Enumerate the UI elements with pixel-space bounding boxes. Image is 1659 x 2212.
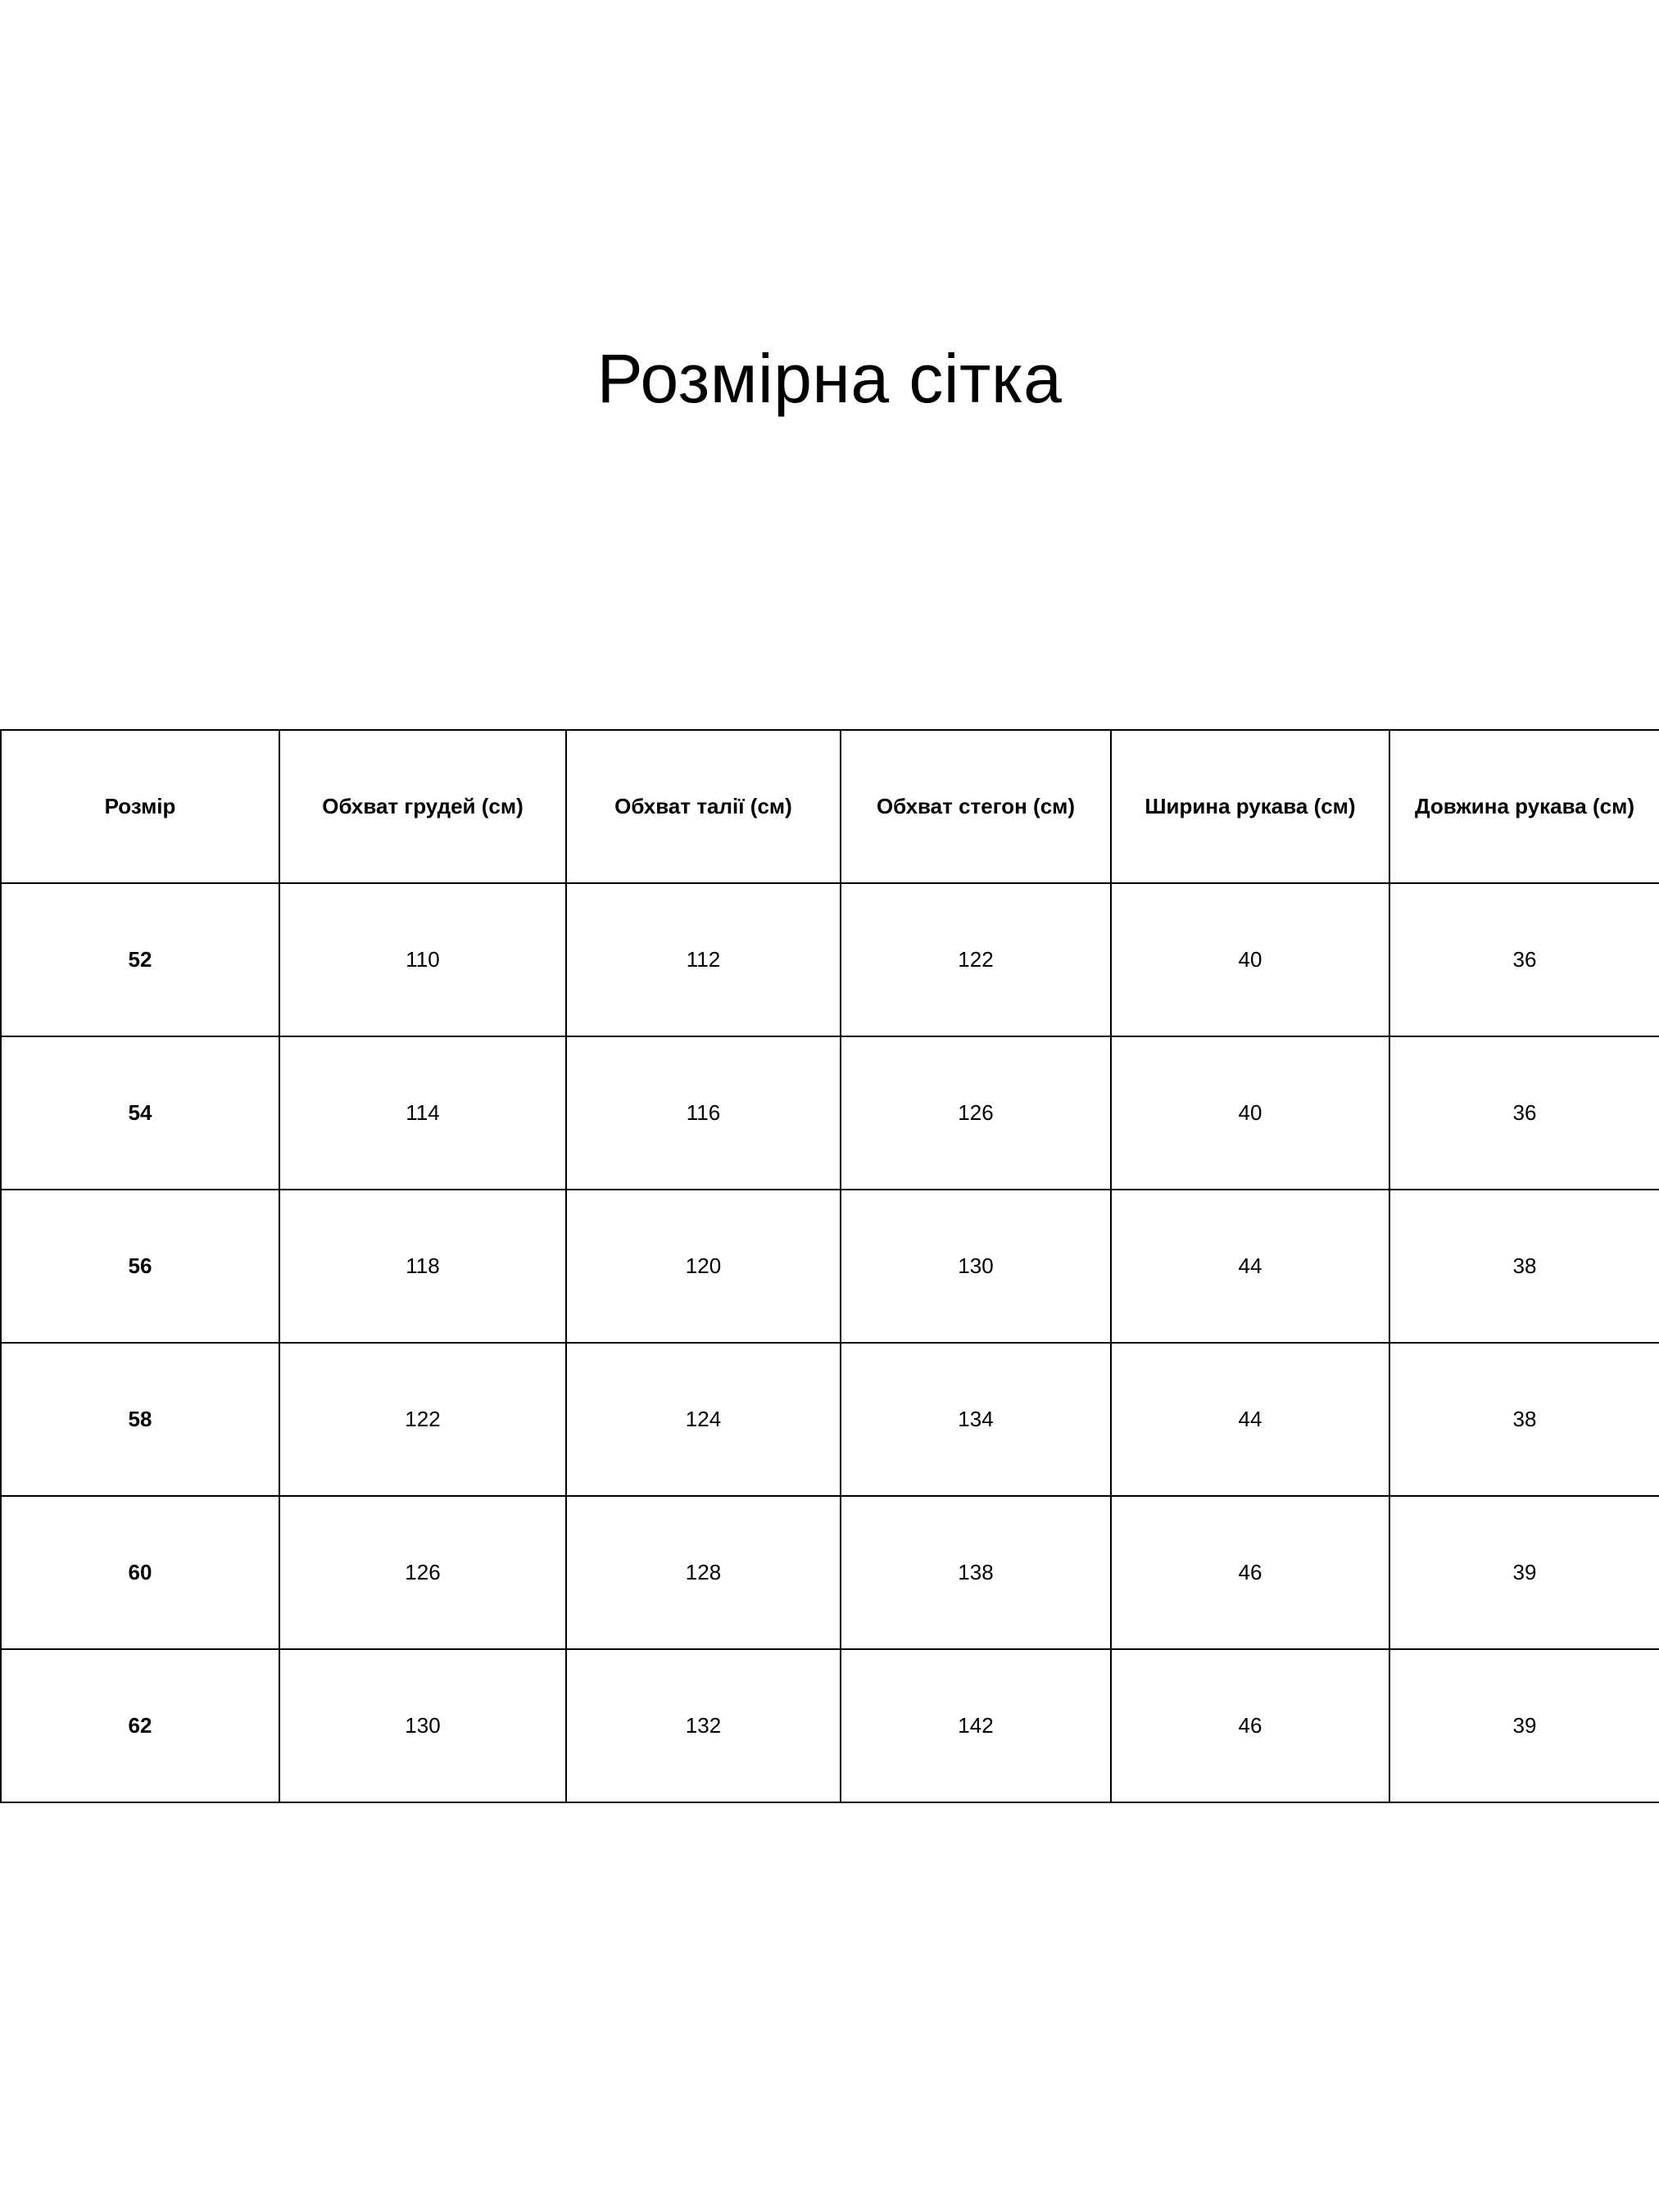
table-body [1,883,1659,1802]
cell-hips: 130 [841,1190,1111,1343]
cell-hips: 134 [841,1343,1111,1496]
cell-sleeve-length: 39 [1389,1496,1659,1649]
table-header [1,730,1659,883]
column-header-hips: Обхват стегон (см) [841,730,1111,883]
table-row [1,1496,1659,1649]
column-header-sleeve-width: Ширина рукава (см) [1111,730,1389,883]
cell-hips: 126 [841,1036,1111,1190]
column-header-sleeve-length: Довжина рукава (см) [1389,730,1659,883]
table-row [1,1190,1659,1343]
page-title: Розмірна сітка [596,340,1063,418]
cell-chest: 118 [279,1190,566,1343]
table-row [1,1343,1659,1496]
column-header-chest: Обхват грудей (см) [279,730,566,883]
table-row [1,1036,1659,1190]
cell-waist: 128 [566,1496,841,1649]
cell-hips: 142 [841,1649,1111,1802]
cell-sleeve-width: 44 [1111,1190,1389,1343]
cell-hips: 122 [841,883,1111,1036]
cell-chest: 130 [279,1649,566,1802]
size-table-container [0,729,1659,1803]
cell-hips: 138 [841,1496,1111,1649]
cell-chest: 110 [279,883,566,1036]
column-header-waist: Обхват талії (см) [566,730,841,883]
cell-size: 60 [1,1496,279,1649]
cell-chest: 114 [279,1036,566,1190]
cell-chest: 126 [279,1496,566,1649]
cell-waist: 116 [566,1036,841,1190]
cell-sleeve-width: 40 [1111,1036,1389,1190]
table-header-row [1,730,1659,883]
cell-waist: 112 [566,883,841,1036]
cell-size: 54 [1,1036,279,1190]
cell-chest: 122 [279,1343,566,1496]
cell-sleeve-length: 38 [1389,1343,1659,1496]
cell-size: 56 [1,1190,279,1343]
table-row [1,883,1659,1036]
size-table [0,729,1659,1803]
cell-sleeve-width: 46 [1111,1649,1389,1802]
cell-sleeve-width: 46 [1111,1496,1389,1649]
cell-waist: 132 [566,1649,841,1802]
column-header-size: Розмір [1,730,279,883]
cell-size: 58 [1,1343,279,1496]
table-row [1,1649,1659,1802]
cell-size: 62 [1,1649,279,1802]
cell-sleeve-length: 39 [1389,1649,1659,1802]
cell-sleeve-width: 44 [1111,1343,1389,1496]
cell-sleeve-length: 36 [1389,883,1659,1036]
cell-size: 52 [1,883,279,1036]
cell-waist: 124 [566,1343,841,1496]
cell-sleeve-length: 38 [1389,1190,1659,1343]
cell-sleeve-width: 40 [1111,883,1389,1036]
cell-sleeve-length: 36 [1389,1036,1659,1190]
cell-waist: 120 [566,1190,841,1343]
